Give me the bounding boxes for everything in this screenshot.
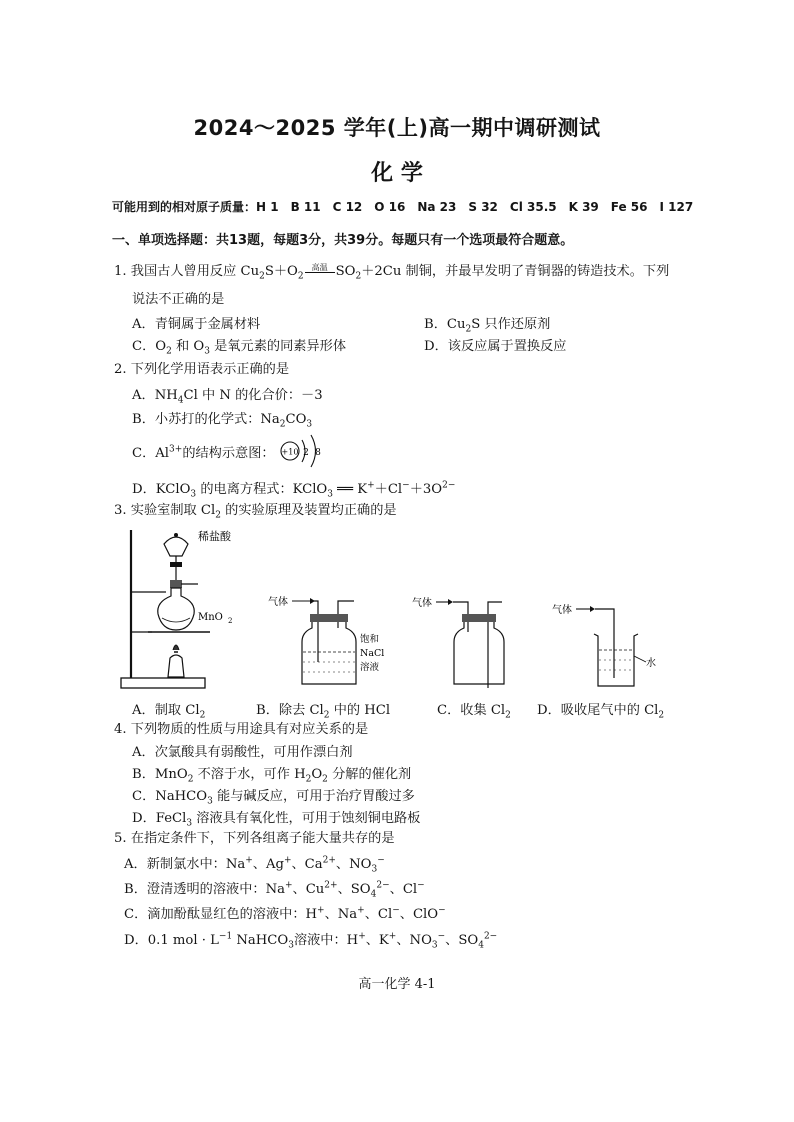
q1-stem-line2: 说法不正确的是	[132, 292, 225, 307]
apparatus-d-absorption-beaker	[548, 592, 666, 694]
opt-text: B．澄清透明的溶液中：Na	[124, 882, 285, 897]
label-gas-in: 气体	[552, 605, 572, 616]
opt-sup: −	[437, 931, 446, 942]
q2-option-a	[132, 384, 323, 406]
opt-sub: 2	[505, 710, 511, 721]
opt-text: ＋3O	[409, 482, 443, 497]
opt-text: 、SO	[445, 933, 479, 948]
opt-text: A．制取 Cl	[132, 703, 200, 718]
q5-option-a	[124, 853, 385, 875]
q1-sub: 2	[355, 271, 362, 282]
shell-1-count: 2	[303, 448, 309, 458]
opt-text: 、Cl	[389, 882, 418, 897]
q2-stem	[114, 360, 289, 379]
opt-text: 、SO	[337, 882, 371, 897]
opt-sub: 2	[323, 710, 330, 721]
opt-text: 、NO	[396, 933, 432, 948]
opt-sup: +	[358, 931, 366, 942]
opt-text: 的结构示意图：	[182, 446, 275, 461]
opt-text: ＋Cl	[374, 482, 403, 497]
opt-sub: 3	[190, 489, 197, 500]
q2-option-b	[132, 408, 313, 430]
opt-text: 的电离方程式：KClO	[196, 482, 328, 497]
q4-option-a: A．次氯酸具有弱酸性，可用作漂白剂	[132, 745, 353, 760]
q3-stem-text: 的实验原理及装置均正确的是	[220, 503, 397, 518]
q2-stem-text: 下列化学用语表示正确的是	[130, 362, 290, 377]
apparatus-c-gas-collector	[410, 592, 510, 694]
opt-sub: 2	[465, 324, 472, 335]
apparatus-a-chlorine-generator	[118, 522, 248, 694]
q4-option-b	[132, 763, 412, 785]
opt-text: 溶液具有氧化性，可用于蚀刻铜电路板	[192, 811, 421, 826]
opt-text: NaHCO	[232, 933, 289, 948]
subject-title: 化 学	[371, 161, 423, 186]
q1-option-c	[132, 335, 347, 357]
opt-sup: +	[245, 855, 253, 866]
reaction-condition-label: 高温	[311, 262, 328, 272]
q1-stem-part: SO	[335, 264, 356, 279]
opt-text: 、Na	[324, 907, 358, 922]
opt-sup: 3+	[169, 444, 183, 455]
opt-text: C．O	[132, 339, 167, 354]
opt-text: A．新制氯水中：Na	[124, 857, 246, 872]
opt-text: B．除去 Cl	[256, 703, 324, 718]
q1-option-d: D．该反应属于置换反应	[424, 339, 567, 354]
q3-option-c	[437, 699, 511, 721]
opt-sub: 2	[187, 774, 194, 785]
opt-text: 和 O	[171, 339, 205, 354]
q4-stem-text: 下列物质的性质与用途具有对应关系的是	[130, 722, 369, 737]
label-mno2: MnO	[198, 612, 223, 623]
opt-sub: 3	[204, 346, 210, 357]
q3-option-a	[132, 699, 206, 721]
opt-sup: 2+	[322, 855, 336, 866]
opt-text: B．Cu	[424, 317, 466, 332]
q5-option-b	[124, 878, 425, 900]
exam-title: 2024～2025 学年(上)高一期中调研测试	[193, 116, 601, 140]
q4-option-c	[132, 785, 415, 807]
opt-sup: −	[392, 905, 400, 916]
opt-sub: 3	[306, 419, 313, 430]
opt-sub: 3	[327, 489, 333, 500]
opt-sub: 4	[370, 889, 377, 900]
q5-option-c	[124, 903, 446, 922]
q4-number: 4.	[114, 722, 127, 737]
opt-sup: −	[417, 880, 425, 891]
q3-number: 3.	[114, 503, 127, 518]
opt-text: 、Ag	[252, 857, 284, 872]
opt-text: 、K	[365, 933, 389, 948]
opt-sub: 3	[288, 940, 294, 951]
opt-text: S 只作还原剂	[471, 317, 551, 332]
q5-option-d	[124, 929, 498, 951]
atom-structure-diagram	[280, 430, 328, 472]
opt-sup: +	[357, 905, 365, 916]
opt-text: C．Al	[132, 446, 170, 461]
q3-stem	[114, 501, 397, 520]
opt-sub: 3	[371, 864, 378, 875]
nucleus-charge: +10	[281, 447, 299, 457]
opt-sup: +	[284, 880, 293, 891]
label-mno2-sub: 2	[228, 617, 233, 625]
opt-text: 溶液中：H	[293, 933, 359, 948]
page-footer: 高一化学 4-1	[358, 977, 436, 992]
opt-sup: +	[388, 931, 397, 942]
opt-sup: 2+	[324, 880, 338, 891]
q1-stem-part: ＋2Cu 制铜，并最早发明了青铜器的铸造技术。下列	[361, 264, 670, 279]
q1-option-a: A．青铜属于金属材料	[132, 317, 261, 332]
opt-text: D．吸收尾气中的 Cl	[537, 703, 659, 718]
opt-text: 是氧元素的同素异形体	[209, 339, 347, 354]
label-solution: 溶液	[360, 662, 380, 673]
opt-sup: −	[377, 855, 385, 866]
opt-text: 不溶于水，可作 H	[193, 767, 306, 782]
reaction-condition-arrow	[305, 262, 335, 277]
q4-stem	[114, 720, 368, 739]
q2-option-d	[132, 478, 456, 500]
section-heading: 一、单项选择题：共13题，每题3分，共39分。每题只有一个选项最符合题意。	[112, 233, 574, 248]
opt-sup: 2−	[483, 931, 498, 942]
opt-text: O	[311, 767, 323, 782]
q1-stem-part: 我国古人曾用反应 Cu	[130, 264, 260, 279]
opt-text: C．滴加酚酞显红色的溶液中：H	[124, 907, 318, 922]
opt-sup: 2−	[442, 480, 456, 491]
opt-text: D．0.1 mol · L	[124, 933, 219, 948]
q1-sub: 2	[297, 271, 304, 282]
opt-text: D．FeCl	[132, 811, 187, 826]
q3-stem-text: 实验室制取 Cl	[130, 503, 216, 518]
opt-text: C．收集 Cl	[437, 703, 506, 718]
label-saturated: 饱和	[360, 634, 380, 645]
label-gas-in: 气体	[268, 597, 288, 608]
opt-text: 、NO	[335, 857, 372, 872]
opt-sub: 2	[322, 774, 328, 785]
apparatus-b-wash-bottle	[266, 592, 396, 694]
opt-sup: +	[283, 855, 292, 866]
opt-text: 中的 HCl	[329, 703, 391, 718]
opt-sup: +	[367, 480, 375, 491]
q3-option-b	[256, 699, 391, 721]
q2-option-c	[132, 442, 275, 461]
label-gas-in: 气体	[412, 598, 432, 609]
opt-text: Cl 中 N 的化合价：－3	[183, 388, 323, 403]
label-dilute-hcl: 稀盐酸	[198, 530, 231, 543]
atomic-masses: 可能用到的相对原子质量：H 1 B 11 C 12 O 16 Na 23 S 32 Cl 35.5 K 39 Fe 56 I 127	[112, 200, 694, 214]
opt-text: D．KClO	[132, 482, 191, 497]
opt-text: 、Cu	[292, 882, 325, 897]
q1-number: 1.	[114, 264, 127, 279]
opt-text: B．小苏打的化学式：Na	[132, 412, 280, 427]
opt-sub: 2	[199, 710, 206, 721]
q3-sub: 2	[215, 510, 221, 521]
q1-option-b	[424, 313, 551, 335]
q1-stem-part: S＋O	[264, 264, 298, 279]
opt-text: 、ClO	[399, 907, 439, 922]
opt-sub: 3	[186, 818, 193, 829]
opt-sub: 3	[431, 940, 438, 951]
q1-sub: 2	[259, 271, 265, 282]
opt-sub: 3	[207, 796, 213, 807]
opt-text: 、Ca	[291, 857, 323, 872]
label-water: 水	[646, 658, 656, 669]
q2-number: 2.	[114, 362, 127, 377]
opt-sub: 2	[166, 346, 172, 357]
q5-number: 5.	[114, 831, 127, 846]
opt-sub: 2	[279, 419, 286, 430]
q1-stem	[114, 262, 669, 281]
q4-option-d	[132, 807, 421, 829]
opt-sup: 2−	[376, 880, 390, 891]
opt-sup: −1	[218, 931, 233, 942]
opt-text: 、Cl	[364, 907, 393, 922]
opt-text: B．MnO	[132, 767, 188, 782]
opt-sup: −	[438, 905, 446, 916]
opt-text: A．NH	[132, 388, 178, 403]
q5-stem	[114, 829, 395, 848]
opt-sup: +	[317, 905, 325, 916]
opt-text: 能与碱反应，可用于治疗胃酸过多	[212, 789, 415, 804]
label-nacl: NaCl	[360, 648, 385, 659]
opt-sub: 2	[305, 774, 312, 785]
opt-sup: −	[402, 480, 410, 491]
opt-text: ══ K	[332, 482, 368, 497]
opt-text: C．NaHCO	[132, 789, 208, 804]
opt-sub: 2	[658, 710, 665, 721]
opt-sub: 4	[478, 940, 484, 951]
shell-2-count: 8	[315, 448, 321, 458]
q5-stem-text: 在指定条件下，下列各组离子能大量共存的是	[130, 831, 395, 846]
q3-option-d	[537, 699, 665, 721]
opt-text: 分解的催化剂	[327, 767, 412, 782]
opt-text: CO	[285, 412, 307, 427]
opt-sub: 4	[177, 395, 184, 406]
